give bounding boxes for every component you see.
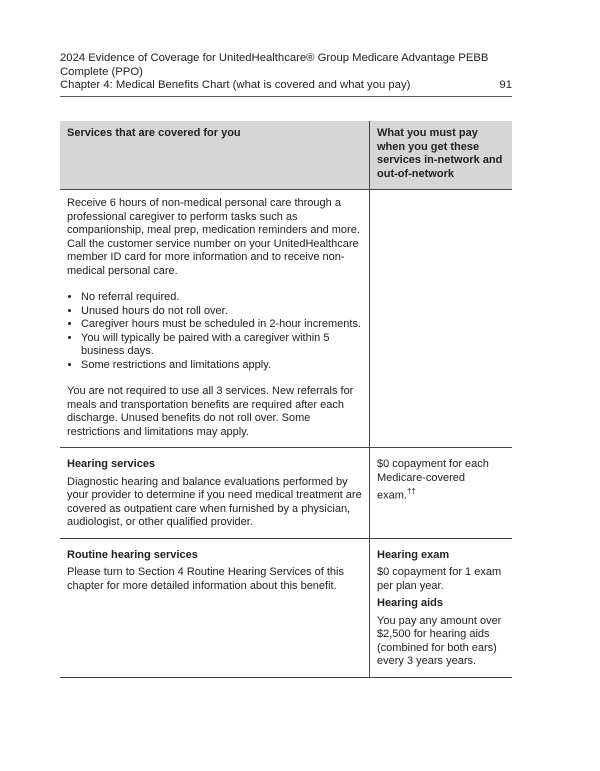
column-header-cost: What you must pay when you get these services in-network and out-of-network (370, 121, 513, 190)
list-item: • Some restrictions and limitations apply. (81, 359, 363, 373)
table-row (60, 538, 512, 677)
caregiver-intro: Receive 6 hours of non-medical personal care through a professional caregiver to perform tasks such as companionship, meal prep, medication reminders and more. Call the customer service number on your UnitedHealthcare member ID card for more information and to receive non-medical personal care. (67, 197, 360, 277)
cost-text: $0 copayment for each Medicare-covered exam. (377, 458, 489, 502)
running-header (60, 52, 512, 93)
column-header-services: Services that are covered for you (60, 121, 370, 190)
chapter-title: Chapter 4: Medical Benefits Chart (what is covered and what you pay) (60, 79, 411, 91)
service-title: Routine hearing services (67, 548, 198, 561)
table-row (60, 448, 512, 539)
service-description: Diagnostic hearing and balance evaluations performed by your provider to determine if you need medical treatment are covered as outpatient care when furnished by a physician, audiologist, or other qualified provider. (67, 475, 362, 528)
list-item: • No referral required. (81, 291, 363, 305)
list-item: • You will typically be paired with a caregiver within 5 business days. (81, 332, 363, 359)
service-description: Please turn to Section 4 Routine Hearing Services of this chapter for more detailed information about this benefit. (67, 566, 344, 592)
hearing-exam-cost: $0 copayment for 1 exam per plan year. (377, 566, 502, 592)
cost-cell-empty (370, 190, 513, 448)
table-row (60, 190, 512, 448)
page-number: 91 (499, 79, 512, 91)
document-title: 2024 Evidence of Coverage for UnitedHealthcare® Group Medicare Advantage PEBB Complete (PPO) (60, 52, 489, 78)
list-item: • Caregiver hours must be scheduled in 2-hour increments. (81, 318, 363, 332)
hearing-aids-cost: You pay any amount over $2,500 for hearing aids (combined for both ears) every 3 years years. (377, 614, 502, 667)
services-note: You are not required to use all 3 services. New referrals for meals and transportation benefits are required after each discharge. Unused benefits do not roll over. Some restrictions and limitations may apply. (67, 385, 354, 438)
hearing-exam-title: Hearing exam (377, 548, 450, 561)
list-item: • Unused hours do not roll over. (81, 305, 363, 319)
service-title: Hearing services (67, 458, 156, 470)
benefits-table (60, 121, 512, 678)
caregiver-bullets (67, 291, 363, 372)
header-divider (60, 96, 512, 97)
footnote-mark: †† (406, 487, 416, 496)
table-header-row (60, 121, 512, 190)
hearing-aids-title: Hearing aids (377, 597, 444, 609)
